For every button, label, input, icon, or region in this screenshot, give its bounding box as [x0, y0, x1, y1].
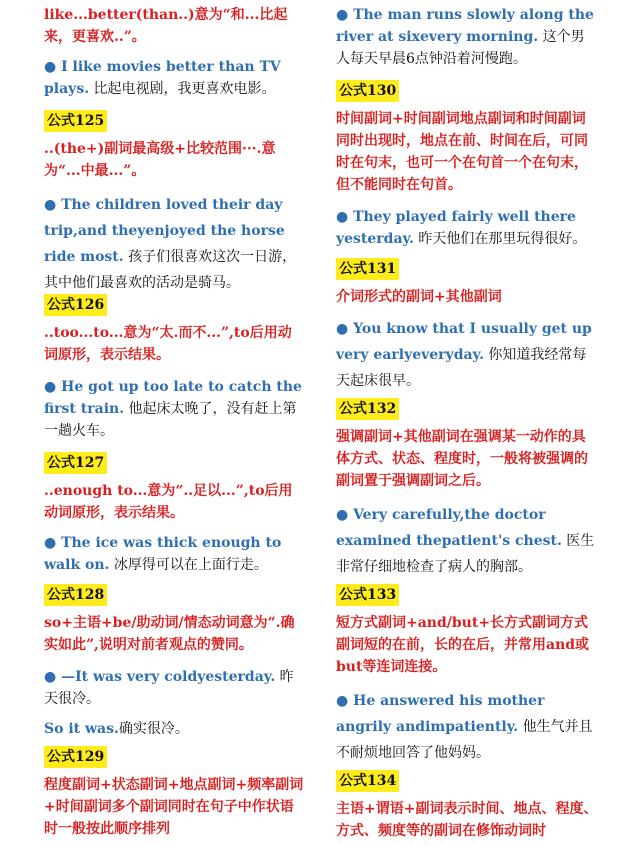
formula-127-rule: ..enough to...意为“..足以...”,to后用动词原形，表示结果。: [44, 483, 293, 521]
example-en: ● He answered his mother angrily andimpatiently.: [336, 693, 545, 735]
example-126: [44, 376, 304, 442]
example-zh: 昨天他们在那里玩得很好。: [418, 231, 587, 247]
example-zh: 他生气并且不耐烦地回答了他妈妈。: [336, 719, 593, 761]
formula-127-label: 公式127: [44, 452, 107, 474]
example-zh: 他起床太晚了，没有赶上第一趟火车。: [44, 401, 297, 439]
example-en: ● I like movies better than TV plays.: [44, 59, 281, 97]
formula-129-rule: 程度副词+状态副词+地点副词+频率副词+时间副词多个副词同时在句子中作状语时一般按此顺序排列: [44, 777, 304, 837]
example-en: So it was.: [44, 721, 119, 737]
example-zh: 昨天很冷。: [44, 669, 294, 707]
formula-134-label: 公式134: [336, 770, 399, 792]
example-zh: 比起电视剧，我更喜欢电影。: [93, 81, 276, 97]
example-en: ● Very carefully,the doctor examined thepatient's chest.: [336, 507, 562, 549]
formula-131-label: 公式131: [336, 258, 399, 280]
example-en: ● You know that I usually get up very earlyeveryday.: [336, 321, 592, 363]
example-zh: 冰厚得可以在上面行走。: [113, 557, 268, 573]
example-like-better: [44, 56, 304, 100]
example-130: [336, 206, 598, 250]
example-127: [44, 532, 304, 576]
example-125: [44, 192, 304, 296]
example-en: ● —It was very coldyesterday.: [44, 669, 276, 685]
formula-130-label: 公式130: [336, 80, 399, 102]
example-132: [336, 502, 598, 580]
example-en: ● The children loved their day trip,and theyenjoyed the horse ride most.: [44, 197, 285, 265]
formula-126-label: 公式126: [44, 294, 107, 316]
example-129: [336, 4, 598, 70]
formula-130-rule: 时间副词+时间副词地点副词和时间副词同时出现时，地点在前、时间在后，可同时在句末，也可一个在句首一个在句末，但不能同时在句首。: [336, 111, 588, 193]
formula-125-rule: ..(the+)副词最高级+比较范围···.意为“...中最...”。: [44, 141, 276, 179]
example-en: ● He got up too late to catch the first train.: [44, 379, 302, 417]
example-zh: 确实很冷。: [118, 721, 189, 737]
formula-126-rule: ..too...to...意为“太.而不...”,to后用动词原形，表示结果。: [44, 325, 292, 363]
example-zh: 孩子们很喜欢这次一日游，其中他们最喜欢的活动是骑马。: [44, 249, 297, 291]
formula-129-label: 公式129: [44, 746, 107, 768]
example-zh: 医生非常仔细地检查了病人的胸部。: [336, 533, 595, 575]
example-131: [336, 316, 598, 394]
like-better-meaning: like...better(than..)意为“和...比起来，更喜欢..”。: [44, 7, 288, 45]
example-en: ● The man runs slowly along the river at sixevery morning.: [336, 7, 594, 45]
example-en: ● They played fairly well there yesterday.: [336, 209, 576, 247]
example-en: ● The ice was thick enough to walk on.: [44, 535, 282, 573]
formula-128-label: 公式128: [44, 584, 107, 606]
formula-125-label: 公式125: [44, 110, 107, 132]
example-zh: 这个男人每天早晨6点钟沿着河慢跑。: [336, 29, 585, 67]
formula-133-label: 公式133: [336, 584, 399, 606]
formula-128-rule: so+主语+be/助动词/情态动词意为“.确实如此”,说明对前者观点的赞同。: [44, 615, 295, 653]
formula-133-rule: 短方式副词+and/but+长方式副词方式副词短的在前，长的在后，并常用and或but等连词连接。: [336, 615, 590, 675]
formula-131-rule: 介词形式的副词+其他副词: [336, 289, 502, 305]
example-133: [336, 688, 598, 766]
formula-132-rule: 强调副词+其他副词在强调某一动作的具体方式、状态、程度时，一般将被强调的副词置于强调副词之后。: [336, 429, 588, 489]
formula-134-rule: 主语+谓语+副词表示时间、地点、程度、方式、频度等的副词在修饰动词时: [336, 801, 598, 839]
formula-132-label: 公式132: [336, 398, 399, 420]
example-128a: [44, 666, 304, 710]
example-128b: [44, 718, 304, 740]
example-zh: 你知道我经常每天起床很早。: [336, 347, 587, 389]
